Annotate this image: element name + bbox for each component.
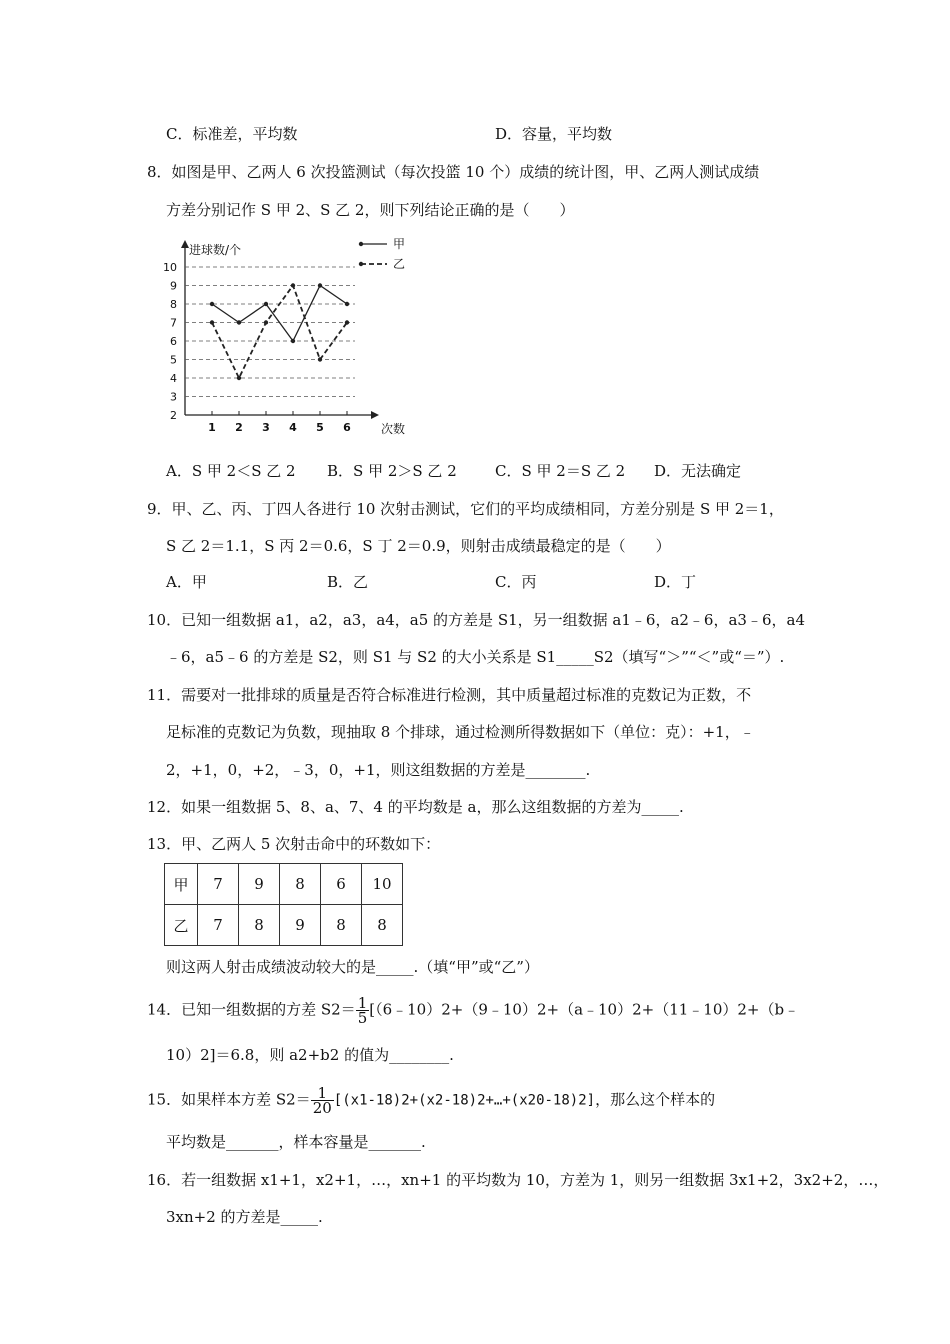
x-tick-label: 6	[343, 421, 351, 434]
y-tick-label: 6	[170, 335, 177, 348]
q14-suffix: [（6﹣10）2+（9﹣10）2+（a﹣10）2+（11﹣10）2+（b﹣	[369, 1000, 800, 1019]
q10-stem-line1: 10．已知一组数据 a1，a2，a3，a4，a5 的方差是 S1，另一组数据 a1﹣6，a2﹣6，a3﹣6，a4	[147, 611, 805, 629]
fraction-numerator: 1	[357, 994, 368, 1012]
data-point	[210, 302, 214, 306]
table-cell: 7	[198, 905, 239, 946]
y-tick-label: 9	[170, 279, 177, 293]
q8-option-d: D．无法确定	[654, 462, 742, 480]
table-cell: 8	[239, 905, 280, 946]
y-axis-label: 进球数/个	[189, 243, 242, 257]
data-point	[264, 302, 268, 306]
q7-option-c: C．标准差，平均数	[166, 125, 298, 143]
legend-label: 乙	[393, 257, 406, 271]
data-point	[318, 357, 322, 361]
q8-stem-line1: 8．如图是甲、乙两人 6 次投篮测试（每次投篮 10 个）成绩的统计图，甲、乙两人测试成绩	[147, 163, 760, 181]
q13-stem: 13．甲、乙两人 5 次射击命中的环数如下：	[147, 835, 441, 853]
q8-option-c: C．S 甲 2＝S 乙 2	[495, 462, 626, 480]
q12-stem: 12．如果一组数据 5、8、a、7、4 的平均数是 a，那么这组数据的方差为_____.	[147, 798, 684, 816]
y-tick-label: 8	[170, 298, 177, 311]
y-tick-label: 5	[170, 353, 177, 367]
data-point	[291, 283, 295, 287]
fraction-denominator: 20	[312, 1099, 332, 1117]
x-axis-label: 次数	[381, 422, 406, 436]
q14-fraction	[356, 996, 370, 1025]
legend-label: 甲	[393, 237, 406, 251]
table-cell: 8	[280, 864, 321, 905]
q8-line-chart	[155, 232, 415, 447]
data-point	[291, 339, 295, 343]
y-tick-label: 10	[163, 261, 177, 274]
q14-stem-line2: 10）2]＝6.8，则 a2+b2 的值为________.	[166, 1046, 454, 1064]
table-cell: 8	[362, 905, 403, 946]
q16-stem-line1: 16．若一组数据 x1+1，x2+1，…，xn+1 的平均数为 10，方差为 1，则另一组数据 3x1+2，3x2+2，…，	[147, 1171, 889, 1189]
q9-option-a: A．甲	[166, 573, 207, 591]
q13-question: 则这两人射击成绩波动较大的是_____.（填“甲”或“乙”）	[166, 958, 539, 976]
q11-stem-line3: 2，+1，0，+2，﹣3，0，+1，则这组数据的方差是________.	[166, 761, 591, 779]
q15-stem-line2: 平均数是_______，样本容量是_______.	[166, 1133, 426, 1151]
data-point	[237, 320, 241, 324]
q9-option-b: B．乙	[327, 573, 369, 591]
q8-option-a: A．S 甲 2＜S 乙 2	[166, 462, 296, 480]
q9-stem-line2: S 乙 2＝1.1，S 丙 2＝0.6，S 丁 2＝0.9，则射击成绩最稳定的是（ ）	[166, 537, 671, 555]
x-axis-arrow	[371, 411, 379, 419]
q14-stem-line1	[147, 996, 799, 1025]
x-tick-label: 5	[316, 421, 324, 434]
x-tick-label: 3	[262, 421, 270, 434]
q13-score-table	[164, 863, 403, 946]
q9-option-d: D．丁	[654, 573, 697, 591]
table-cell: 甲	[165, 864, 198, 905]
q8-stem-line2: 方差分别记作 S 甲 2、S 乙 2，则下列结论正确的是（ ）	[166, 201, 575, 219]
table-cell: 9	[280, 905, 321, 946]
y-tick-label: 7	[170, 316, 177, 330]
q15-stem-line1	[147, 1086, 715, 1115]
table-cell: 乙	[165, 905, 198, 946]
q9-stem-line1: 9．甲、乙、丙、丁四人各进行 10 次射击测试，它们的平均成绩相同，方差分别是 S 甲 2＝1，	[147, 500, 784, 518]
data-point	[345, 320, 349, 324]
legend-marker	[359, 242, 363, 246]
q11-stem-line1: 11．需要对一批排球的质量是否符合标准进行检测，其中质量超过标准的克数记为正数，不	[147, 686, 752, 704]
x-tick-label: 4	[289, 421, 297, 434]
q16-stem-line2: 3xn+2 的方差是_____.	[166, 1208, 323, 1226]
q9-option-c: C．丙	[495, 573, 537, 591]
q8-option-b: B．S 甲 2＞S 乙 2	[327, 462, 457, 480]
table-row	[165, 864, 403, 905]
fraction-numerator: 1	[311, 1086, 334, 1101]
table-cell: 8	[321, 905, 362, 946]
data-point	[210, 320, 214, 324]
q7-option-d: D．容量，平均数	[495, 125, 613, 143]
table-cell: 9	[239, 864, 280, 905]
data-point	[237, 376, 241, 380]
fraction-denominator: 5	[357, 1009, 368, 1027]
legend-marker	[359, 262, 363, 266]
y-tick-label: 4	[170, 372, 177, 385]
series-line-0	[212, 286, 347, 342]
q14-prefix: 14．已知一组数据的方差 S2＝	[147, 1000, 356, 1019]
q15-fraction	[311, 1086, 334, 1115]
q15-suffix: ，那么这个样本的	[595, 1090, 716, 1109]
q10-stem-line2: ﹣6，a5﹣6 的方差是 S2，则 S1 与 S2 的大小关系是 S1_____S2（填写“＞”“＜”或“＝”）.	[166, 648, 785, 666]
series-line-1	[212, 286, 347, 379]
y-tick-label: 3	[170, 390, 177, 404]
table-row	[165, 905, 403, 946]
data-point	[264, 320, 268, 324]
data-point	[345, 302, 349, 306]
y-axis-arrow	[181, 240, 189, 248]
x-tick-label: 2	[235, 421, 243, 434]
q15-formula: [(x1-18)2+(x2-18)2+…+(x20-18)2]	[333, 1092, 596, 1109]
y-tick-label: 2	[170, 409, 177, 422]
x-tick-label: 1	[208, 421, 216, 434]
table-cell: 7	[198, 864, 239, 905]
q15-prefix: 15．如果样本方差 S2＝	[147, 1090, 311, 1109]
table-cell: 6	[321, 864, 362, 905]
table-cell: 10	[362, 864, 403, 905]
data-point	[318, 283, 322, 287]
q11-stem-line2: 足标准的克数记为负数，现抽取 8 个排球，通过检测所得数据如下（单位：克）：+1，﹣	[166, 723, 755, 741]
